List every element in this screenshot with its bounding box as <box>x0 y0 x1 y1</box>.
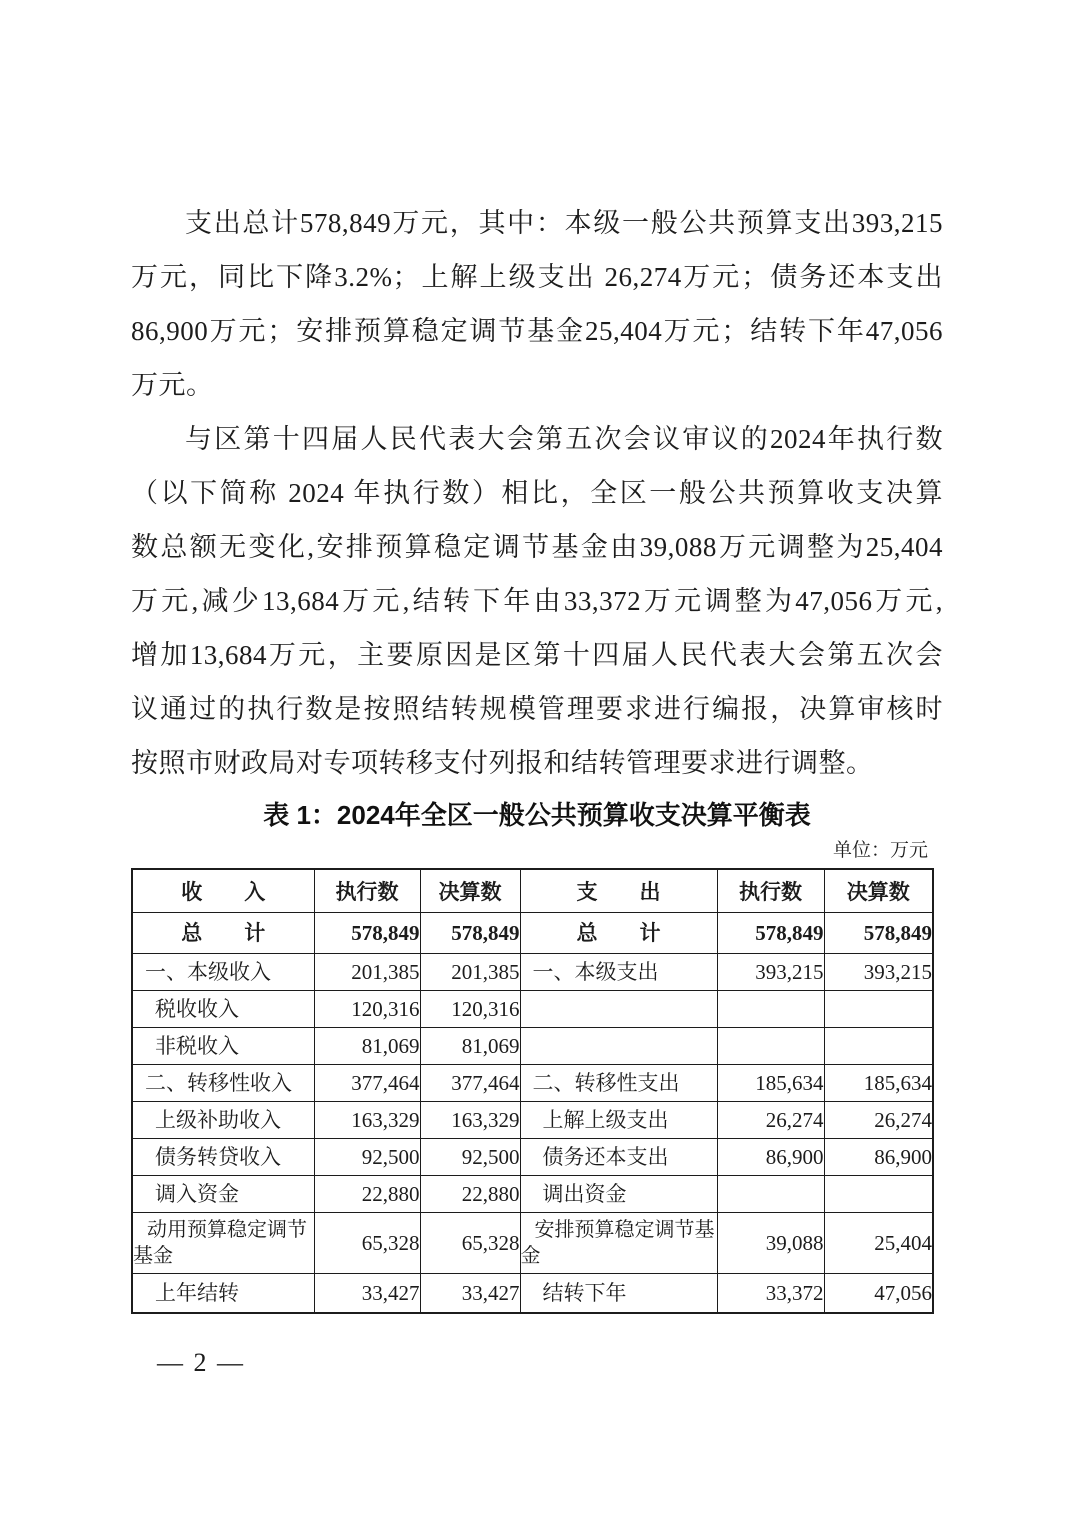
page-content <box>131 196 943 1314</box>
col-header-executed: 执行数 <box>314 869 420 913</box>
table-row-total <box>132 913 933 954</box>
table-row <box>132 1028 933 1065</box>
cell-value: 377,464 <box>314 1065 420 1102</box>
cell-value: 120,316 <box>420 991 520 1028</box>
row-label: 税收收入 <box>132 991 314 1028</box>
cell-value <box>717 991 824 1028</box>
paragraph-line: 支出总计578,849万元，其中：本级一般公共预算支出393,215 <box>185 208 943 238</box>
table-row <box>132 1176 933 1213</box>
cell-value: 33,427 <box>314 1274 420 1314</box>
cell-value: 81,069 <box>420 1028 520 1065</box>
balance-table <box>131 868 934 1314</box>
table-row <box>132 991 933 1028</box>
cell-value <box>824 1176 933 1213</box>
page-number: — 2 — <box>157 1348 245 1377</box>
cell-value: 33,427 <box>420 1274 520 1314</box>
cell-value: 26,274 <box>824 1102 933 1139</box>
row-label: 总 计 <box>520 913 717 954</box>
row-label: 一、本级收入 <box>132 954 314 991</box>
paragraph-line: 万元，同比下降3.2%；上解上级支出 26,274万元；债务还本支出 <box>131 262 943 292</box>
cell-value <box>717 1028 824 1065</box>
cell-value: 22,880 <box>420 1176 520 1213</box>
cell-value: 120,316 <box>314 991 420 1028</box>
cell-value: 22,880 <box>314 1176 420 1213</box>
row-label: 上年结转 <box>132 1274 314 1314</box>
paragraph-line: 议通过的执行数是按照结转规模管理要求进行编报，决算审核时 <box>131 694 943 724</box>
row-label: 债务转贷收入 <box>132 1139 314 1176</box>
paragraph-line: 与区第十四届人民代表大会第五次会议审议的2024年执行数 <box>185 424 943 454</box>
col-header-expenditure: 支 出 <box>520 869 717 913</box>
row-label: 上级补助收入 <box>132 1102 314 1139</box>
cell-value: 92,500 <box>420 1139 520 1176</box>
cell-value: 86,900 <box>717 1139 824 1176</box>
paragraph-line: 86,900万元；安排预算稳定调节基金25,404万元；结转下年47,056 <box>131 316 943 346</box>
cell-value: 393,215 <box>824 954 933 991</box>
cell-value: 65,328 <box>420 1213 520 1274</box>
row-label: 债务还本支出 <box>520 1139 717 1176</box>
table-title: 表 1：2024年全区一般公共预算收支决算平衡表 <box>263 800 811 830</box>
cell-value: 92,500 <box>314 1139 420 1176</box>
table-row <box>132 1274 933 1314</box>
row-label: 上解上级支出 <box>520 1102 717 1139</box>
row-label: 安排预算稳定调节基金 <box>520 1213 717 1274</box>
row-label: 调入资金 <box>132 1176 314 1213</box>
col-header-final: 决算数 <box>824 869 933 913</box>
paragraph-line: 万元。 <box>131 370 214 400</box>
cell-value: 86,900 <box>824 1139 933 1176</box>
paragraph-expenditure-summary <box>131 196 943 412</box>
cell-value: 26,274 <box>717 1102 824 1139</box>
table-row <box>132 1213 933 1274</box>
table-row <box>132 1102 933 1139</box>
col-header-income: 收 入 <box>132 869 314 913</box>
cell-value: 33,372 <box>717 1274 824 1314</box>
paragraph-line: （以下简称 2024 年执行数）相比，全区一般公共预算收支决算 <box>131 478 943 508</box>
row-label: 二、转移性收入 <box>132 1065 314 1102</box>
row-label: 调出资金 <box>520 1176 717 1213</box>
row-label: 二、转移性支出 <box>520 1065 717 1102</box>
paragraph-adjustment-explanation <box>131 412 943 790</box>
cell-value <box>824 991 933 1028</box>
table-row <box>132 1065 933 1102</box>
unit-note: 单位：万元 <box>832 840 928 861</box>
cell-value: 25,404 <box>824 1213 933 1274</box>
paragraph-line: 数总额无变化,安排预算稳定调节基金由39,088万元调整为25,404 <box>131 532 943 562</box>
cell-value: 578,849 <box>824 913 933 954</box>
row-label: 动用预算稳定调节基金 <box>132 1213 314 1274</box>
row-label <box>520 991 717 1028</box>
cell-value <box>824 1028 933 1065</box>
row-label: 总 计 <box>132 913 314 954</box>
col-header-final: 决算数 <box>420 869 520 913</box>
row-label: 一、本级支出 <box>520 954 717 991</box>
table-row <box>132 1139 933 1176</box>
paragraph-line: 增加13,684万元，主要原因是区第十四届人民代表大会第五次会 <box>131 640 943 670</box>
row-label <box>520 1028 717 1065</box>
cell-value: 578,849 <box>420 913 520 954</box>
cell-value: 393,215 <box>717 954 824 991</box>
cell-value: 201,385 <box>420 954 520 991</box>
cell-value: 185,634 <box>824 1065 933 1102</box>
paragraph-line: 万元,减少13,684万元,结转下年由33,372万元调整为47,056万元, <box>131 586 943 616</box>
cell-value: 65,328 <box>314 1213 420 1274</box>
paragraph-line: 按照市财政局对专项转移支付列报和结转管理要求进行调整。 <box>131 748 874 778</box>
col-header-executed: 执行数 <box>717 869 824 913</box>
cell-value: 578,849 <box>717 913 824 954</box>
cell-value: 185,634 <box>717 1065 824 1102</box>
cell-value: 201,385 <box>314 954 420 991</box>
table-header-row <box>132 869 933 913</box>
cell-value: 377,464 <box>420 1065 520 1102</box>
cell-value: 81,069 <box>314 1028 420 1065</box>
row-label: 非税收入 <box>132 1028 314 1065</box>
cell-value: 39,088 <box>717 1213 824 1274</box>
table-row <box>132 954 933 991</box>
cell-value: 47,056 <box>824 1274 933 1314</box>
cell-value: 578,849 <box>314 913 420 954</box>
cell-value: 163,329 <box>314 1102 420 1139</box>
cell-value <box>717 1176 824 1213</box>
cell-value: 163,329 <box>420 1102 520 1139</box>
row-label: 结转下年 <box>520 1274 717 1314</box>
